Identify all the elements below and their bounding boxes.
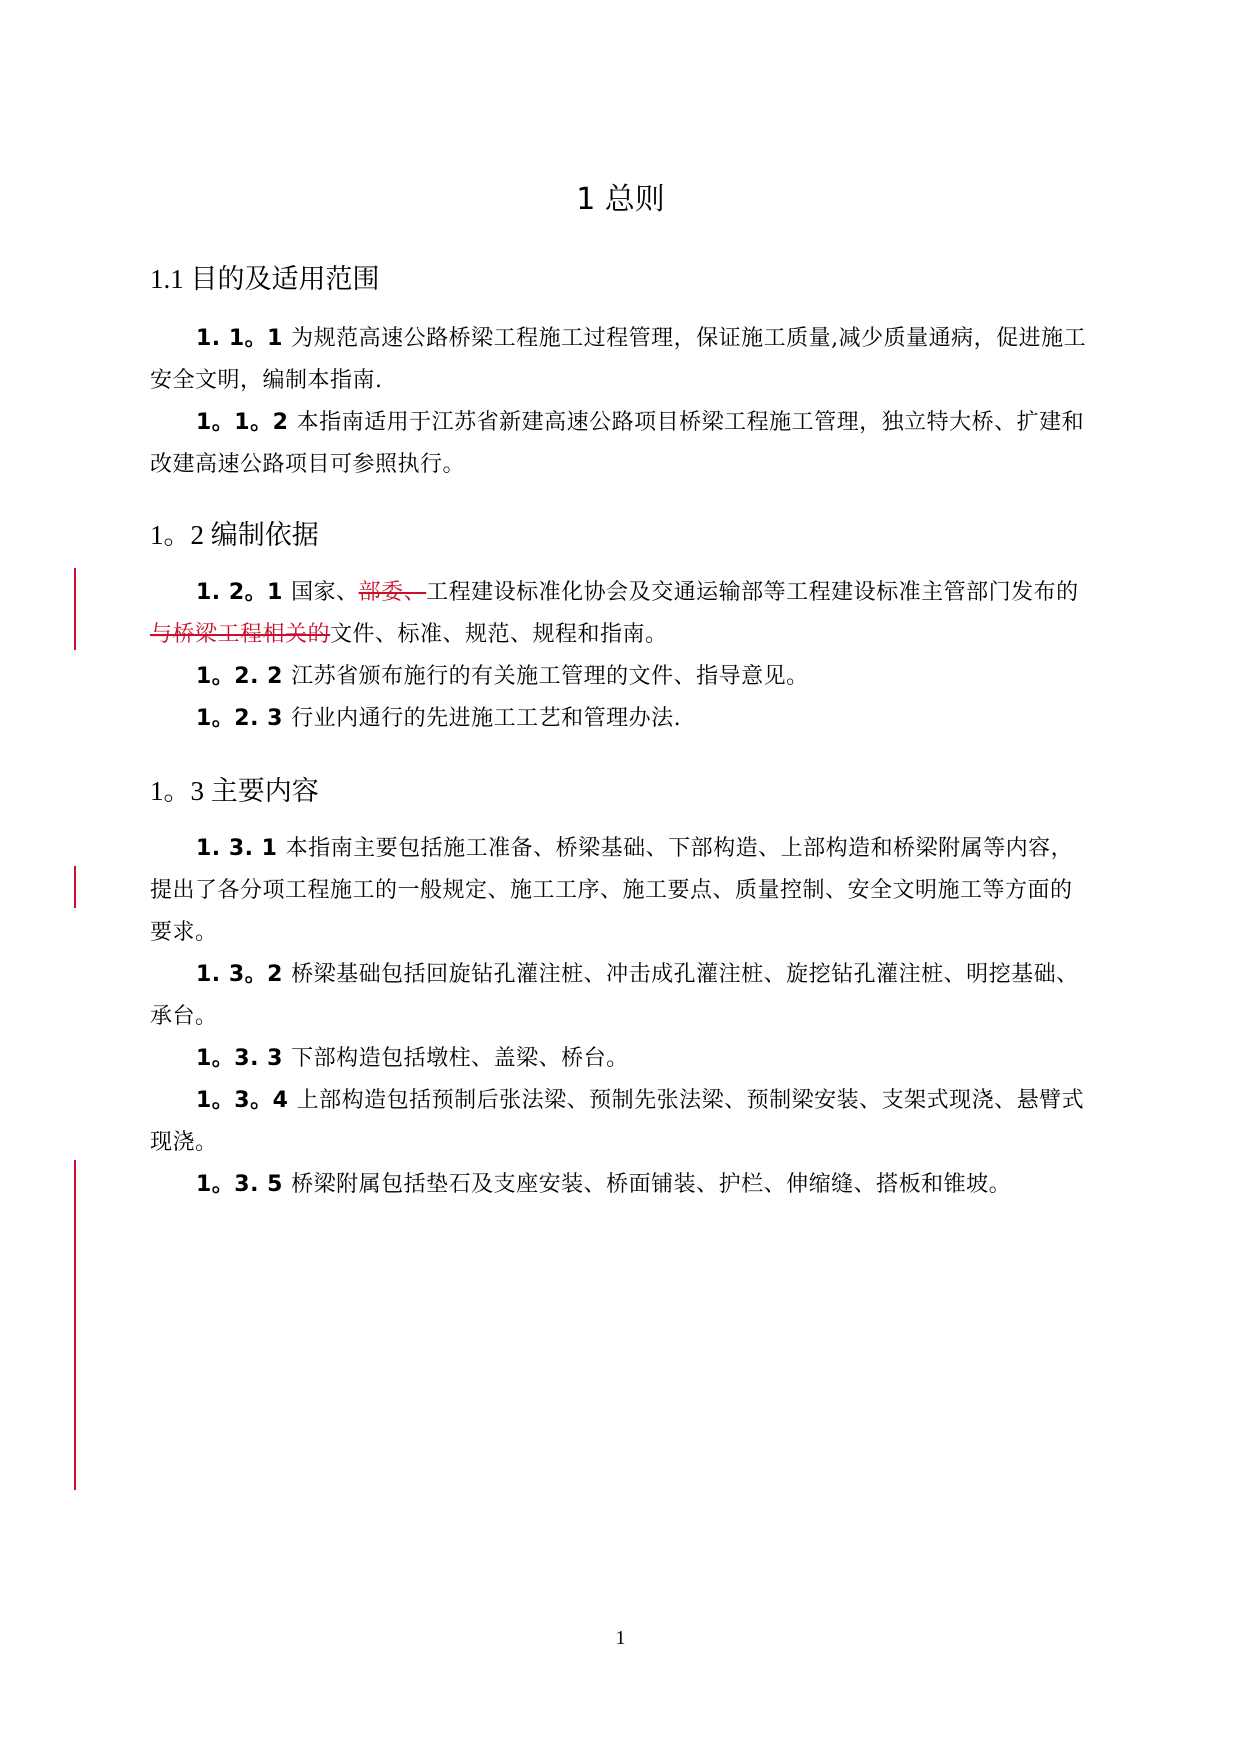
- paragraph: 1。1。2 本指南适用于江苏省新建高速公路项目桥梁工程施工管理，独立特大桥、扩建和改建高速公路项目可参照执行。: [150, 410, 1085, 477]
- paragraph: 1. 3. 1 本指南主要包括施工准备、桥梁基础、下部构造、上部构造和桥梁附属等内容，提出了各分项工程施工的一般规定、施工工序、施工要点、质量控制、安全文明施工等方面的要求。: [150, 836, 1074, 945]
- clause-number: 1。2. 2: [196, 664, 292, 689]
- paragraph: 1. 3。2 桥梁基础包括回旋钻孔灌注桩、冲击成孔灌注桩、旋挖钻孔灌注桩、明挖基础、承台。: [150, 962, 1079, 1029]
- clause-number: 1。3. 5: [196, 1172, 292, 1197]
- paragraph: 1. 1。1 为规范高速公路桥梁工程施工过程管理，保证施工质量,减少质量通病，促进施工安全文明，编制本指南.: [150, 326, 1087, 393]
- page-number: 1: [615, 1627, 626, 1649]
- revision-bar: [74, 1160, 76, 1490]
- clause-number: 1. 2。1: [196, 580, 292, 605]
- paragraph: 1。3. 3 下部构造包括墩柱、盖梁、桥台。: [196, 1046, 629, 1071]
- clause-number: 1。3。4: [196, 1088, 297, 1113]
- deleted-text: 与桥梁工程相关的: [150, 622, 331, 647]
- clause-number: 1. 1。1: [196, 326, 292, 351]
- chapter-title: 1 总则: [576, 182, 665, 217]
- paragraph: 1. 2。1 国家、部委、工程建设标准化协会及交通运输部等工程建设标准主管部门发布的与桥梁工程相关的文件、标准、规范、规程和指南。: [150, 580, 1079, 647]
- section-heading: 1。2 编制依据: [150, 520, 319, 551]
- revision-bar: [74, 568, 76, 650]
- deleted-text: 部委、: [358, 580, 427, 605]
- section-heading: 1。3 主要内容: [150, 776, 319, 807]
- paragraph: 1。2. 3 行业内通行的先进施工工艺和管理办法.: [196, 706, 682, 731]
- revision-bar: [74, 866, 76, 908]
- clause-number: 1。3. 3: [196, 1046, 292, 1071]
- clause-number: 1. 3. 1: [196, 836, 286, 861]
- paragraph: 1。3. 5 桥梁附属包括垫石及支座安装、桥面铺装、护栏、伸缩缝、搭板和锥坡。: [196, 1172, 1012, 1197]
- paragraph: 1。3。4 上部构造包括预制后张法梁、预制先张法梁、预制梁安装、支架式现浇、悬臂式现浇。: [150, 1088, 1085, 1155]
- paragraph: 1。2. 2 江苏省颁布施行的有关施工管理的文件、指导意见。: [196, 664, 809, 689]
- clause-number: 1. 3。2: [196, 962, 292, 987]
- clause-number: 1。2. 3: [196, 706, 292, 731]
- clause-number: 1。1。2: [196, 410, 297, 435]
- section-heading: 1.1 目的及适用范围: [150, 264, 380, 295]
